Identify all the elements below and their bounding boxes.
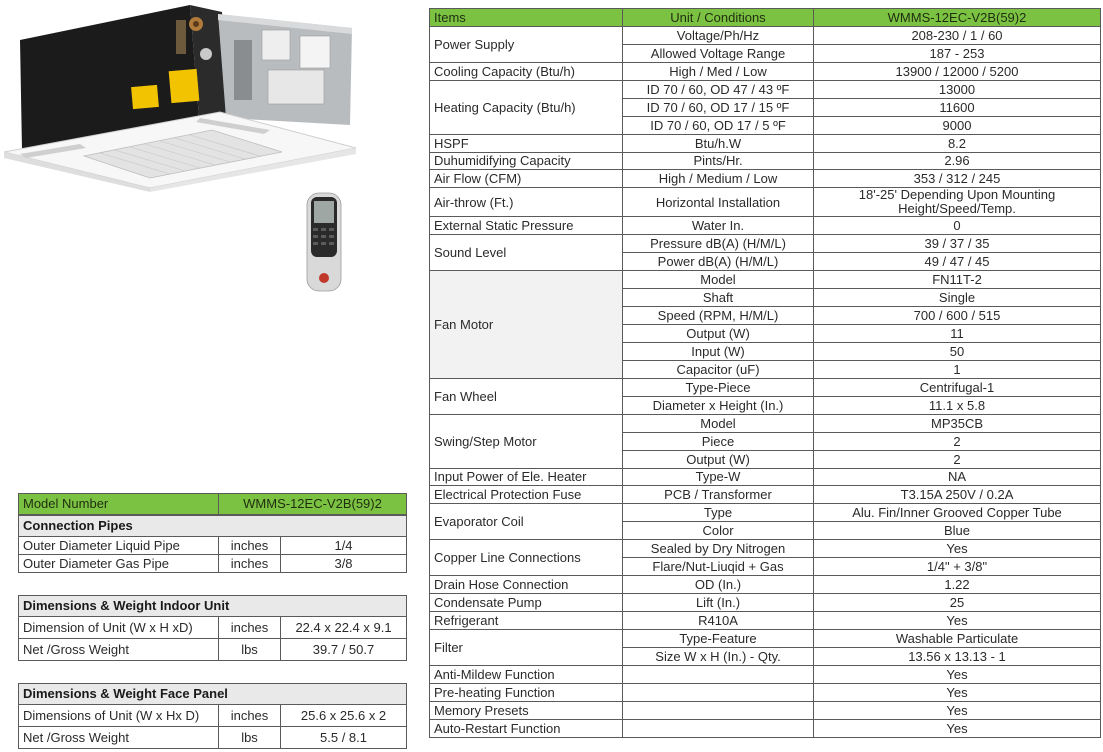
- spec-value: 0: [814, 217, 1101, 235]
- spec-value: 353 / 312 / 245: [814, 170, 1101, 188]
- face-panel-title: Dimensions & Weight Face Panel: [19, 684, 407, 705]
- spec-condition: Model: [623, 271, 814, 289]
- spec-item-label: Refrigerant: [430, 612, 623, 630]
- table-row: [19, 555, 407, 573]
- spec-table: [429, 8, 1101, 738]
- table-row: [430, 629, 1101, 647]
- spec-label: Dimensions of Unit (W x Hx D): [19, 705, 219, 727]
- spec-value: 25.6 x 25.6 x 2: [281, 705, 407, 727]
- spec-value: 18'-25' Depending Upon Mounting Height/Speed/Temp.: [814, 188, 1101, 217]
- spec-value: NA: [814, 468, 1101, 486]
- spec-condition: Voltage/Ph/Hz: [623, 26, 814, 44]
- spec-value: 25: [814, 594, 1101, 612]
- spec-unit: inches: [219, 705, 281, 727]
- spec-item-label: HSPF: [430, 134, 623, 152]
- spec-value: MP35CB: [814, 414, 1101, 432]
- spec-value: Yes: [814, 540, 1101, 558]
- table-row: [430, 152, 1101, 170]
- table-row: [19, 537, 407, 555]
- spec-header-model: WMMS-12EC-V2B(59)2: [814, 9, 1101, 27]
- spec-label: Outer Diameter Gas Pipe: [19, 555, 219, 573]
- spec-header-conditions: Unit / Conditions: [623, 9, 814, 27]
- spec-value: 11.1 x 5.8: [814, 396, 1101, 414]
- spec-item-label: Filter: [430, 629, 623, 665]
- spec-value: Blue: [814, 522, 1101, 540]
- spec-value: 11600: [814, 98, 1101, 116]
- spec-condition: ID 70 / 60, OD 47 / 43 ºF: [623, 80, 814, 98]
- spec-label: Dimension of Unit (W x H xD): [19, 617, 219, 639]
- table-row: [430, 235, 1101, 253]
- spec-item-label: Fan Motor: [430, 271, 623, 379]
- spec-condition: Lift (In.): [623, 594, 814, 612]
- cassette-unit-illustration: [4, 5, 356, 192]
- spec-condition: Input (W): [623, 342, 814, 360]
- table-row: [430, 378, 1101, 396]
- spec-condition: ID 70 / 60, OD 17 / 15 ºF: [623, 98, 814, 116]
- spec-condition: Flare/Nut-Liuqid + Gas: [623, 558, 814, 576]
- product-image: [0, 0, 360, 300]
- spec-condition: ID 70 / 60, OD 17 / 5 ºF: [623, 116, 814, 134]
- spec-item-label: Heating Capacity (Btu/h): [430, 80, 623, 134]
- spec-value: 8.2: [814, 134, 1101, 152]
- spec-item-label: Memory Presets: [430, 701, 623, 719]
- spec-item-label: Copper Line Connections: [430, 540, 623, 576]
- spec-condition: Power dB(A) (H/M/L): [623, 253, 814, 271]
- spec-value: Yes: [814, 701, 1101, 719]
- spec-condition: Allowed Voltage Range: [623, 44, 814, 62]
- connection-pipes-table: [18, 515, 407, 573]
- table-row: [430, 188, 1101, 217]
- table-row: [430, 701, 1101, 719]
- face-panel-title-row: [19, 684, 407, 705]
- remote-control-illustration: [307, 193, 341, 291]
- spec-item-label: Swing/Step Motor: [430, 414, 623, 468]
- spec-condition: Size W x H (In.) - Qty.: [623, 647, 814, 665]
- table-row: [430, 719, 1101, 737]
- spec-condition: PCB / Transformer: [623, 486, 814, 504]
- spec-value: 208-230 / 1 / 60: [814, 26, 1101, 44]
- table-row: [19, 617, 407, 639]
- spec-value: 9000: [814, 116, 1101, 134]
- model-number-row: [19, 494, 407, 515]
- spec-unit: inches: [219, 537, 281, 555]
- spec-value: 49 / 47 / 45: [814, 253, 1101, 271]
- spec-unit: lbs: [219, 639, 281, 661]
- spec-condition: Horizontal Installation: [623, 188, 814, 217]
- indoor-unit-title: Dimensions & Weight Indoor Unit: [19, 596, 407, 617]
- spec-condition: [623, 719, 814, 737]
- spec-condition: Type-W: [623, 468, 814, 486]
- spec-value: 1/4" + 3/8": [814, 558, 1101, 576]
- model-number-value: WMMS-12EC-V2B(59)2: [219, 494, 407, 515]
- table-row: [430, 414, 1101, 432]
- spec-unit: lbs: [219, 727, 281, 749]
- table-row: [430, 612, 1101, 630]
- spec-value: Alu. Fin/Inner Grooved Copper Tube: [814, 504, 1101, 522]
- spec-condition: Water In.: [623, 217, 814, 235]
- connection-pipes-title-row: [19, 516, 407, 537]
- spec-item-label: Sound Level: [430, 235, 623, 271]
- spec-value: Washable Particulate: [814, 629, 1101, 647]
- spec-condition: Output (W): [623, 325, 814, 343]
- spec-value: 39 / 37 / 35: [814, 235, 1101, 253]
- spec-condition: OD (In.): [623, 576, 814, 594]
- spec-item-label: Power Supply: [430, 26, 623, 62]
- spec-value: 39.7 / 50.7: [281, 639, 407, 661]
- spec-condition: Type-Piece: [623, 378, 814, 396]
- indoor-unit-table: [18, 595, 407, 661]
- spec-value: 1/4: [281, 537, 407, 555]
- spec-value: 1: [814, 360, 1101, 378]
- spec-condition: Btu/h.W: [623, 134, 814, 152]
- spec-value: 187 - 253: [814, 44, 1101, 62]
- spec-item-label: Anti-Mildew Function: [430, 665, 623, 683]
- spec-item-label: Condensate Pump: [430, 594, 623, 612]
- table-row: [430, 683, 1101, 701]
- table-row: [19, 639, 407, 661]
- spec-condition: Model: [623, 414, 814, 432]
- spec-value: 3/8: [281, 555, 407, 573]
- spec-item-label: External Static Pressure: [430, 217, 623, 235]
- spec-value: Yes: [814, 665, 1101, 683]
- spec-value: 1.22: [814, 576, 1101, 594]
- table-row: [430, 540, 1101, 558]
- spec-condition: High / Medium / Low: [623, 170, 814, 188]
- table-row: [430, 134, 1101, 152]
- spec-header-items: Items: [430, 9, 623, 27]
- spec-item-label: Duhumidifying Capacity: [430, 152, 623, 170]
- table-row: [430, 217, 1101, 235]
- spec-item-label: Auto-Restart Function: [430, 719, 623, 737]
- spec-condition: Diameter x Height (In.): [623, 396, 814, 414]
- table-row: [430, 80, 1101, 98]
- spec-label: Net /Gross Weight: [19, 639, 219, 661]
- table-row: [430, 576, 1101, 594]
- table-row: [430, 504, 1101, 522]
- spec-value: 700 / 600 / 515: [814, 307, 1101, 325]
- spec-value: Yes: [814, 719, 1101, 737]
- table-row: [430, 26, 1101, 44]
- spec-value: 50: [814, 342, 1101, 360]
- spec-value: 5.5 / 8.1: [281, 727, 407, 749]
- table-row: [19, 727, 407, 749]
- table-row: [19, 705, 407, 727]
- table-row: [430, 62, 1101, 80]
- table-row: [430, 486, 1101, 504]
- spec-condition: [623, 665, 814, 683]
- spec-table-body: [430, 9, 1101, 738]
- spec-item-label: Pre-heating Function: [430, 683, 623, 701]
- spec-item-label: Input Power of Ele. Heater: [430, 468, 623, 486]
- spec-condition: Output (W): [623, 450, 814, 468]
- spec-unit: inches: [219, 555, 281, 573]
- face-panel-table: [18, 683, 407, 749]
- spec-item-label: Cooling Capacity (Btu/h): [430, 62, 623, 80]
- table-row: [430, 665, 1101, 683]
- spec-value: 13900 / 12000 / 5200: [814, 62, 1101, 80]
- table-row: [430, 594, 1101, 612]
- spec-condition: [623, 701, 814, 719]
- spec-condition: Type-Feature: [623, 629, 814, 647]
- table-row: [430, 271, 1101, 289]
- spec-value: 2: [814, 432, 1101, 450]
- spec-unit: inches: [219, 617, 281, 639]
- table-row: [430, 170, 1101, 188]
- spec-condition: Pints/Hr.: [623, 152, 814, 170]
- spec-value: FN11T-2: [814, 271, 1101, 289]
- connection-pipes-title: Connection Pipes: [19, 516, 407, 537]
- spec-value: 11: [814, 325, 1101, 343]
- spec-label: Net /Gross Weight: [19, 727, 219, 749]
- spec-condition: Shaft: [623, 289, 814, 307]
- spec-value: 2: [814, 450, 1101, 468]
- spec-value: 13000: [814, 80, 1101, 98]
- spec-value: 2.96: [814, 152, 1101, 170]
- spec-header-row: [430, 9, 1101, 27]
- spec-value: Yes: [814, 612, 1101, 630]
- spec-condition: Piece: [623, 432, 814, 450]
- spec-condition: Type: [623, 504, 814, 522]
- spec-value: T3.15A 250V / 0.2A: [814, 486, 1101, 504]
- indoor-unit-title-row: [19, 596, 407, 617]
- spec-label: Outer Diameter Liquid Pipe: [19, 537, 219, 555]
- model-number-label: Model Number: [19, 494, 219, 515]
- spec-condition: High / Med / Low: [623, 62, 814, 80]
- spec-item-label: Air Flow (CFM): [430, 170, 623, 188]
- spec-item-label: Electrical Protection Fuse: [430, 486, 623, 504]
- spec-condition: Sealed by Dry Nitrogen: [623, 540, 814, 558]
- spec-condition: Pressure dB(A) (H/M/L): [623, 235, 814, 253]
- spec-value: 13.56 x 13.13 - 1: [814, 647, 1101, 665]
- spec-item-label: Fan Wheel: [430, 378, 623, 414]
- spec-condition: Speed (RPM, H/M/L): [623, 307, 814, 325]
- spec-item-label: Drain Hose Connection: [430, 576, 623, 594]
- spec-value: Single: [814, 289, 1101, 307]
- spec-item-label: Air-throw (Ft.): [430, 188, 623, 217]
- spec-condition: R410A: [623, 612, 814, 630]
- spec-condition: Capacitor (uF): [623, 360, 814, 378]
- spec-value: 22.4 x 22.4 x 9.1: [281, 617, 407, 639]
- spec-value: Yes: [814, 683, 1101, 701]
- model-number-table: [18, 493, 407, 515]
- spec-value: Centrifugal-1: [814, 378, 1101, 396]
- spec-condition: [623, 683, 814, 701]
- spec-condition: Color: [623, 522, 814, 540]
- spec-item-label: Evaporator Coil: [430, 504, 623, 540]
- table-row: [430, 468, 1101, 486]
